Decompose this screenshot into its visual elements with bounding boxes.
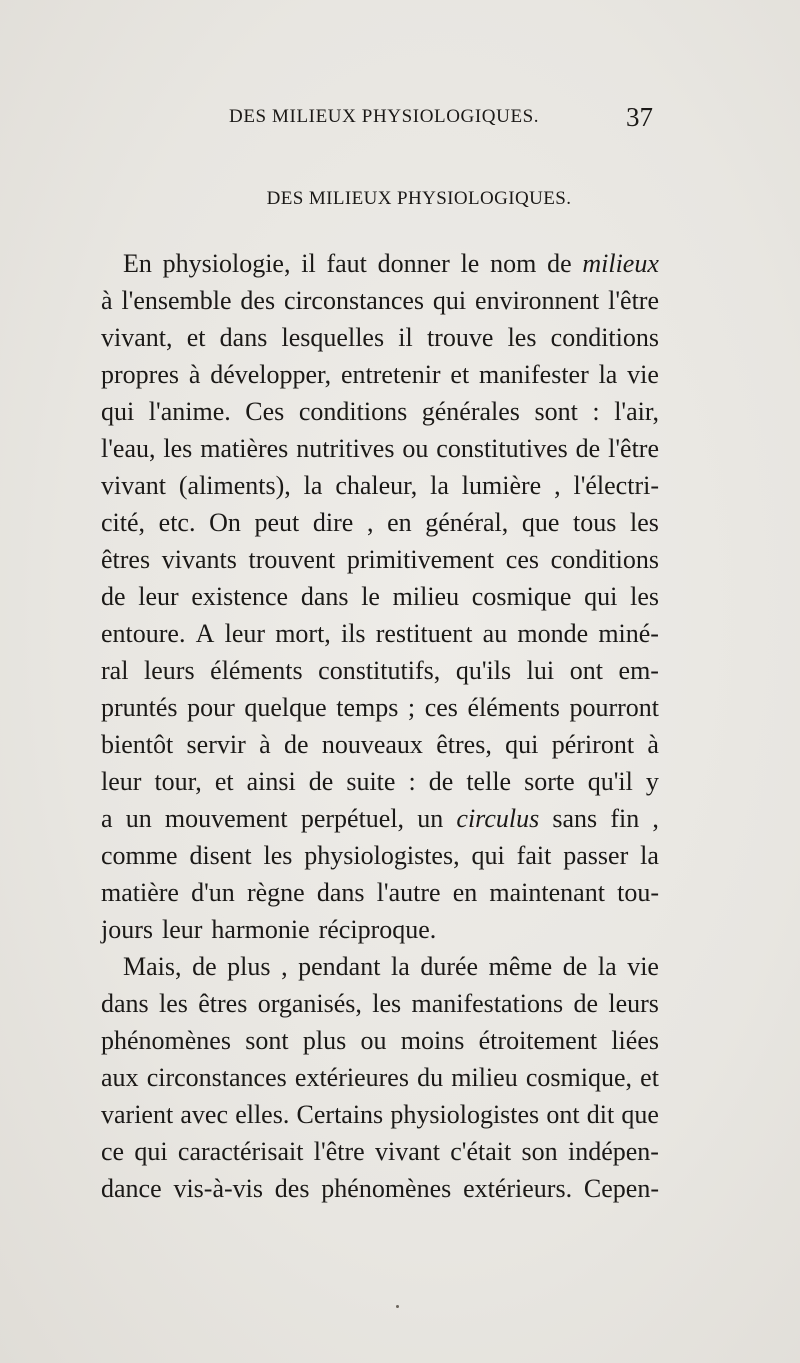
word: monde [517, 619, 589, 648]
word: leur [138, 582, 179, 611]
word: qui [101, 397, 135, 426]
word: passer [563, 841, 629, 870]
word: telle [466, 767, 512, 796]
word: développer, [210, 360, 332, 389]
text-line [101, 1133, 659, 1170]
word: êtres [198, 989, 248, 1018]
word: En [123, 249, 152, 278]
word: qui [505, 730, 539, 759]
word: le [361, 582, 380, 611]
word: sont [245, 1026, 289, 1055]
word: et [214, 767, 234, 796]
word: vivants [161, 545, 237, 574]
word: tou- [617, 878, 659, 907]
word: , [281, 952, 288, 981]
word: lesquelles [281, 323, 385, 352]
word: donner [377, 249, 450, 278]
word: nouveaux [321, 730, 423, 759]
word: ont [546, 1100, 580, 1129]
word: plus [227, 952, 271, 981]
word: existence [191, 582, 289, 611]
word: de [562, 952, 588, 981]
word: l'anime. [148, 397, 231, 426]
word: l'être [608, 434, 659, 463]
word: quelque [244, 693, 327, 722]
word: pruntés [101, 693, 178, 722]
word: en [387, 508, 412, 537]
word: êtres [101, 545, 151, 574]
word: pendant [298, 952, 381, 981]
page-number: 37 [626, 102, 653, 132]
word: qui [471, 841, 505, 870]
word: il [301, 249, 316, 278]
word: la [598, 360, 618, 389]
word: durée [420, 952, 479, 981]
word: trouve [426, 323, 494, 352]
word: et [640, 1063, 659, 1092]
word: de [308, 767, 334, 796]
text-line [101, 1022, 659, 1059]
text-line [101, 541, 659, 578]
word: les [163, 434, 193, 463]
word: les [630, 508, 659, 537]
word: cosmique [471, 582, 572, 611]
word: qui [134, 1137, 168, 1166]
text-line [101, 282, 659, 319]
word: , [554, 471, 561, 500]
word: tour, [154, 767, 202, 796]
word: en [452, 878, 478, 907]
word: disent [189, 841, 252, 870]
word: pour [187, 693, 235, 722]
word: de [547, 249, 572, 278]
word: harmonie [211, 915, 310, 944]
text-line [101, 615, 659, 652]
text-line [101, 1096, 659, 1133]
word: cosmique, [525, 1063, 633, 1092]
text-line [101, 948, 659, 985]
word: règne [246, 878, 305, 907]
word: entoure. [101, 619, 186, 648]
word: miné- [598, 619, 659, 648]
word: les [507, 323, 537, 352]
word: réciproque. [318, 915, 437, 944]
word: la [597, 952, 617, 981]
word: d'un [191, 878, 235, 907]
word: liées [611, 1026, 659, 1055]
word: Mais, [123, 952, 182, 981]
word: au [482, 619, 508, 648]
word: sans [552, 804, 598, 833]
text-line [101, 763, 659, 800]
word: un [125, 804, 152, 833]
word: leur [101, 767, 142, 796]
word: restituent [375, 619, 473, 648]
word: c'était [450, 1137, 512, 1166]
text-line [101, 430, 659, 467]
word: vis-à-vis [173, 1174, 263, 1203]
word: jours [101, 915, 153, 944]
word: leurs [608, 989, 659, 1018]
word: cité, [101, 508, 146, 537]
word: de [575, 434, 601, 463]
word: un [417, 804, 444, 833]
word: nom [490, 249, 537, 278]
word: moins [400, 1026, 465, 1055]
word: , [366, 508, 374, 537]
text-line [101, 1059, 659, 1096]
word: physiologie, [162, 249, 291, 278]
word: organisés, [257, 989, 362, 1018]
word: tous [573, 508, 617, 537]
word: de [192, 952, 217, 981]
text-line [101, 652, 659, 689]
word: A [195, 619, 215, 648]
word: manifester [479, 360, 589, 389]
word: qui [432, 286, 467, 315]
word: etc. [158, 508, 196, 537]
word: l'autre [376, 878, 441, 907]
word: de [428, 767, 454, 796]
text-line [101, 1170, 659, 1207]
word: circonstances [283, 286, 425, 315]
word: conditions [550, 323, 659, 352]
word: les [263, 841, 293, 870]
word: la [391, 952, 410, 981]
word: qu'il [587, 767, 633, 796]
word: Cepen- [583, 1174, 659, 1203]
word: dit [586, 1100, 615, 1129]
word: perpétuel, [300, 804, 405, 833]
word: nutritives [296, 434, 395, 463]
word: avec [180, 1100, 228, 1129]
word: aux [101, 1063, 139, 1092]
word: propres [101, 360, 179, 389]
word: em- [618, 656, 659, 685]
word: des [274, 1174, 310, 1203]
text-line [101, 911, 659, 948]
word: ; [407, 693, 416, 722]
word: de [101, 582, 126, 611]
word: servir [186, 730, 246, 759]
word: pourront [569, 693, 659, 722]
word: que [621, 1100, 659, 1129]
word: constitutifs, [318, 656, 441, 685]
word: Certains [296, 1100, 384, 1129]
word: il [398, 323, 413, 352]
word: a [101, 804, 113, 833]
word: générales [421, 397, 520, 426]
word: et [450, 360, 470, 389]
text-line [101, 837, 659, 874]
word: à [188, 360, 201, 389]
word: ils [340, 619, 366, 648]
word: dance [101, 1174, 162, 1203]
word: comme [101, 841, 178, 870]
word: fin [610, 804, 640, 833]
word: même [488, 952, 553, 981]
word: leur [224, 619, 266, 648]
word: dans [101, 989, 149, 1018]
text-line [101, 504, 659, 541]
word: l'électri- [573, 471, 659, 500]
word: la [430, 471, 449, 500]
text-line [101, 393, 659, 430]
word: mouvement [164, 804, 288, 833]
word: son [521, 1137, 558, 1166]
word: la [640, 841, 659, 870]
text-line [101, 985, 659, 1022]
word: les [630, 582, 659, 611]
word: vie [627, 952, 659, 981]
word: fait [516, 841, 552, 870]
word: On [209, 508, 241, 537]
word: Ces [245, 397, 285, 426]
word: elles. [235, 1100, 290, 1129]
word: maintenant [489, 878, 605, 907]
running-head-title: DES MILIEUX PHYSIOLOGIQUES. [229, 106, 540, 127]
word: phénomènes [321, 1174, 452, 1203]
word: étroitement [478, 1026, 598, 1055]
text-line [101, 800, 659, 837]
word: ont [569, 656, 603, 685]
word: à [647, 730, 659, 759]
ink-speck [396, 1305, 399, 1308]
word: primitivement [346, 545, 495, 574]
word: (aliments), [178, 471, 291, 500]
word: qui [584, 582, 618, 611]
text-line [101, 356, 659, 393]
word: vivant [101, 471, 166, 500]
word: conditions [298, 397, 408, 426]
word: faut [326, 249, 367, 278]
word: êtres, [436, 730, 492, 759]
word: trouvent [248, 545, 336, 574]
word: extérieurs. [463, 1174, 573, 1203]
text-line [101, 874, 659, 911]
word: l'air, [614, 397, 659, 426]
word: ral [101, 656, 129, 685]
word: le [460, 249, 480, 278]
word: sont [534, 397, 578, 426]
word: l'être [313, 1137, 365, 1166]
word: général, [425, 508, 509, 537]
word: physiologistes, [304, 841, 460, 870]
text-line [101, 726, 659, 763]
word: vivant [374, 1137, 440, 1166]
word: ces [424, 693, 458, 722]
word: physiologistes [390, 1100, 540, 1129]
word: environnent [475, 286, 600, 315]
word: l'être [608, 286, 659, 315]
word: qu'ils [455, 656, 512, 685]
word: et [186, 323, 206, 352]
word: vie [627, 360, 659, 389]
word: circonstances [146, 1063, 287, 1092]
word: dans [300, 582, 349, 611]
word: de [283, 730, 309, 759]
running-head [0, 102, 800, 136]
word: les [372, 989, 402, 1018]
word: les [159, 989, 188, 1018]
word: à [259, 730, 271, 759]
word: milieu [392, 582, 460, 611]
word: à [101, 286, 113, 315]
word: chaleur, [335, 471, 418, 500]
word: des [240, 286, 276, 315]
word: phénomènes [101, 1026, 231, 1055]
word: temps [336, 693, 399, 722]
word: varient [101, 1100, 174, 1129]
text-line [101, 245, 659, 282]
section-title: DES MILIEUX PHYSIOLOGIQUES. [266, 188, 572, 209]
word: du [417, 1063, 444, 1092]
word: conditions [550, 545, 659, 574]
text-line [101, 319, 659, 356]
emphasis-milieux: milieux [582, 249, 659, 278]
word: constitutives [436, 434, 568, 463]
word: dire [312, 508, 354, 537]
word: sorte [524, 767, 575, 796]
word: caractérisait [177, 1137, 304, 1166]
word: extérieures [294, 1063, 409, 1092]
word: suite [346, 767, 396, 796]
word: lumière [461, 471, 542, 500]
word: dans [219, 323, 268, 352]
word: ces [505, 545, 539, 574]
word: vivant, [101, 323, 173, 352]
word: éléments [467, 693, 560, 722]
word: ou [402, 434, 429, 463]
word: : [408, 767, 416, 796]
word: plus [302, 1026, 347, 1055]
word: , [652, 804, 659, 833]
word: leurs [144, 656, 195, 685]
word: leur [162, 915, 203, 944]
word: périront [551, 730, 635, 759]
word: y [645, 767, 659, 796]
word: de [573, 989, 599, 1018]
body-text [101, 245, 659, 1207]
word: que [521, 508, 560, 537]
word: l'ensemble [121, 286, 232, 315]
word: l'eau, [101, 434, 156, 463]
emphasis-circulus: circulus [456, 804, 540, 833]
text-line [101, 467, 659, 504]
word: dans [316, 878, 365, 907]
text-line [101, 578, 659, 615]
word: éléments [210, 656, 303, 685]
word: : [592, 397, 600, 426]
word: milieu [451, 1063, 518, 1092]
word: mort, [275, 619, 331, 648]
word: lui [526, 656, 555, 685]
word: entretenir [340, 360, 441, 389]
word: bientôt [101, 730, 174, 759]
word: matière [101, 878, 179, 907]
word: ce [101, 1137, 125, 1166]
word: ainsi [246, 767, 296, 796]
word: ou [360, 1026, 387, 1055]
word: manifestations [411, 989, 564, 1018]
word: la [303, 471, 323, 500]
text-line [101, 689, 659, 726]
word: matières [200, 434, 289, 463]
word: indépen- [567, 1137, 659, 1166]
word: peut [254, 508, 300, 537]
